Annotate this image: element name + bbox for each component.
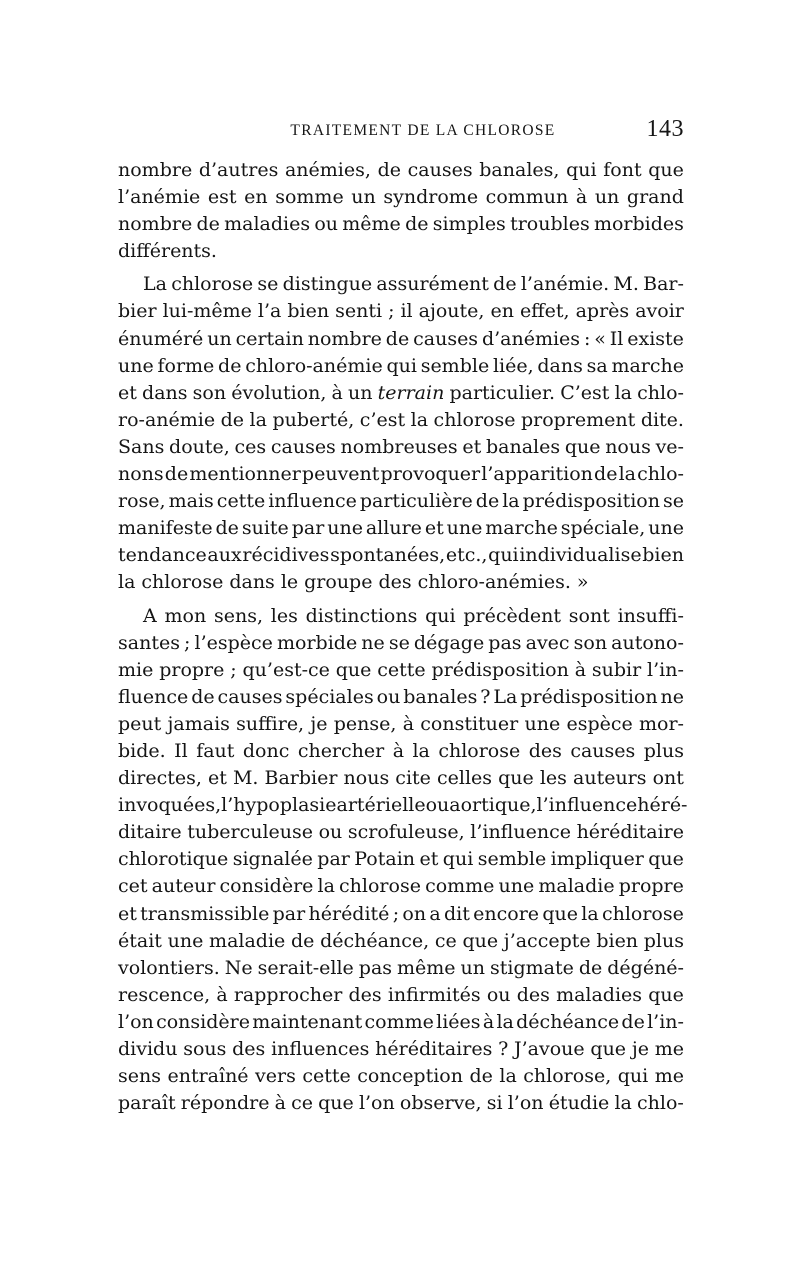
text-line: directes, et M. Barbier nous cite celles que les auteurs ont bbox=[118, 767, 684, 790]
text-line: dividu sous des influences héréditaires ? J’avoue que je me bbox=[118, 1038, 684, 1060]
paragraph bbox=[118, 603, 688, 1118]
text-line: Sans doute, ces causes nombreuses et banales que nous ve- bbox=[118, 435, 684, 458]
text-line: l’anémie est en somme un syndrome commun à un grand bbox=[118, 186, 684, 209]
text-line: ro-anémie de la puberté, c’est la chlorose proprement dite. bbox=[118, 408, 684, 431]
text-line: la chlorose dans le groupe des chloro-anémies. » bbox=[118, 571, 589, 594]
page-number: 143 bbox=[646, 116, 684, 142]
text-line: cet auteur considère la chlorose comme une maladie propre bbox=[118, 875, 684, 898]
text-line: fluence de causes spéciales ou banales ? La prédisposition ne bbox=[118, 685, 684, 708]
text-line: était une maladie de déchéance, ce que j’accepte bien plus bbox=[118, 929, 684, 952]
body-text bbox=[118, 157, 688, 1123]
text-line: volontiers. Ne serait-elle pas même un stigmate de dégéné- bbox=[118, 956, 684, 979]
text-line: et dans son évolution, à un terrain particulier. C’est la chlo- bbox=[118, 381, 684, 404]
paragraph bbox=[118, 271, 684, 596]
text-line: chlorotique signalée par Potain et qui semble impliquer que bbox=[118, 848, 684, 871]
text-line: invoquées, l’hypoplasie artérielle ou aortique, l’influence héré- bbox=[118, 794, 688, 817]
text-line: et transmissible par hérédité ; on a dit encore que la chlorose bbox=[118, 902, 684, 925]
text-line: manifeste de suite par une allure et une marche spéciale, une bbox=[118, 517, 684, 540]
text-line: sens entraîné vers cette conception de la chlorose, qui me bbox=[118, 1065, 684, 1088]
running-title: TRAITEMENT DE LA CHLOROSE bbox=[290, 122, 556, 139]
text-line: peut jamais suffire, je pense, à constituer une espèce mor- bbox=[118, 712, 684, 735]
text-line: mie propre ; qu’est-ce que cette prédisposition à subir l’in- bbox=[118, 658, 684, 681]
text-line: différents. bbox=[118, 240, 217, 263]
paragraph bbox=[118, 157, 684, 265]
text-line: ditaire tuberculeuse ou scrofuleuse, l’influence héréditaire bbox=[118, 821, 684, 844]
text-line: nombre de maladies ou même de simples troubles morbides bbox=[118, 213, 684, 236]
running-head bbox=[118, 116, 684, 146]
text-line: rescence, à rapprocher des infirmités ou des maladies que bbox=[118, 983, 684, 1006]
text-line: énuméré un certain nombre de causes d’anémies : « Il existe bbox=[118, 327, 684, 350]
text-line: nons de mentionner peuvent provoquer l’apparition de la chlo- bbox=[118, 463, 684, 486]
text-line: nombre d’autres anémies, de causes banales, qui font que bbox=[118, 159, 684, 181]
text-line: bide. Il faut donc chercher à la chlorose des causes plus bbox=[118, 739, 684, 762]
text-line: santes ; l’espèce morbide ne se dégage pas avec son autono- bbox=[118, 631, 684, 654]
text-line: paraît répondre à ce que l’on observe, si l’on étudie la chlo- bbox=[118, 1092, 684, 1115]
text-line: La chlorose se distingue assurément de l’anémie. M. Bar- bbox=[143, 273, 684, 296]
text-line: A mon sens, les distinctions qui précèdent sont insuffi- bbox=[143, 604, 684, 627]
text-line: bier lui-même l’a bien senti ; il ajoute, en effet, après avoir bbox=[118, 300, 684, 323]
text-line: une forme de chloro-anémie qui semble liée, dans sa marche bbox=[118, 354, 684, 377]
text-line: l’on considère maintenant comme liées à la déchéance de l’in- bbox=[118, 1010, 684, 1033]
text-line: rose, mais cette influence particulière de la prédisposition se bbox=[118, 490, 684, 513]
text-line: tendance aux récidives spontanées, etc., qui individualise bien bbox=[118, 544, 684, 567]
